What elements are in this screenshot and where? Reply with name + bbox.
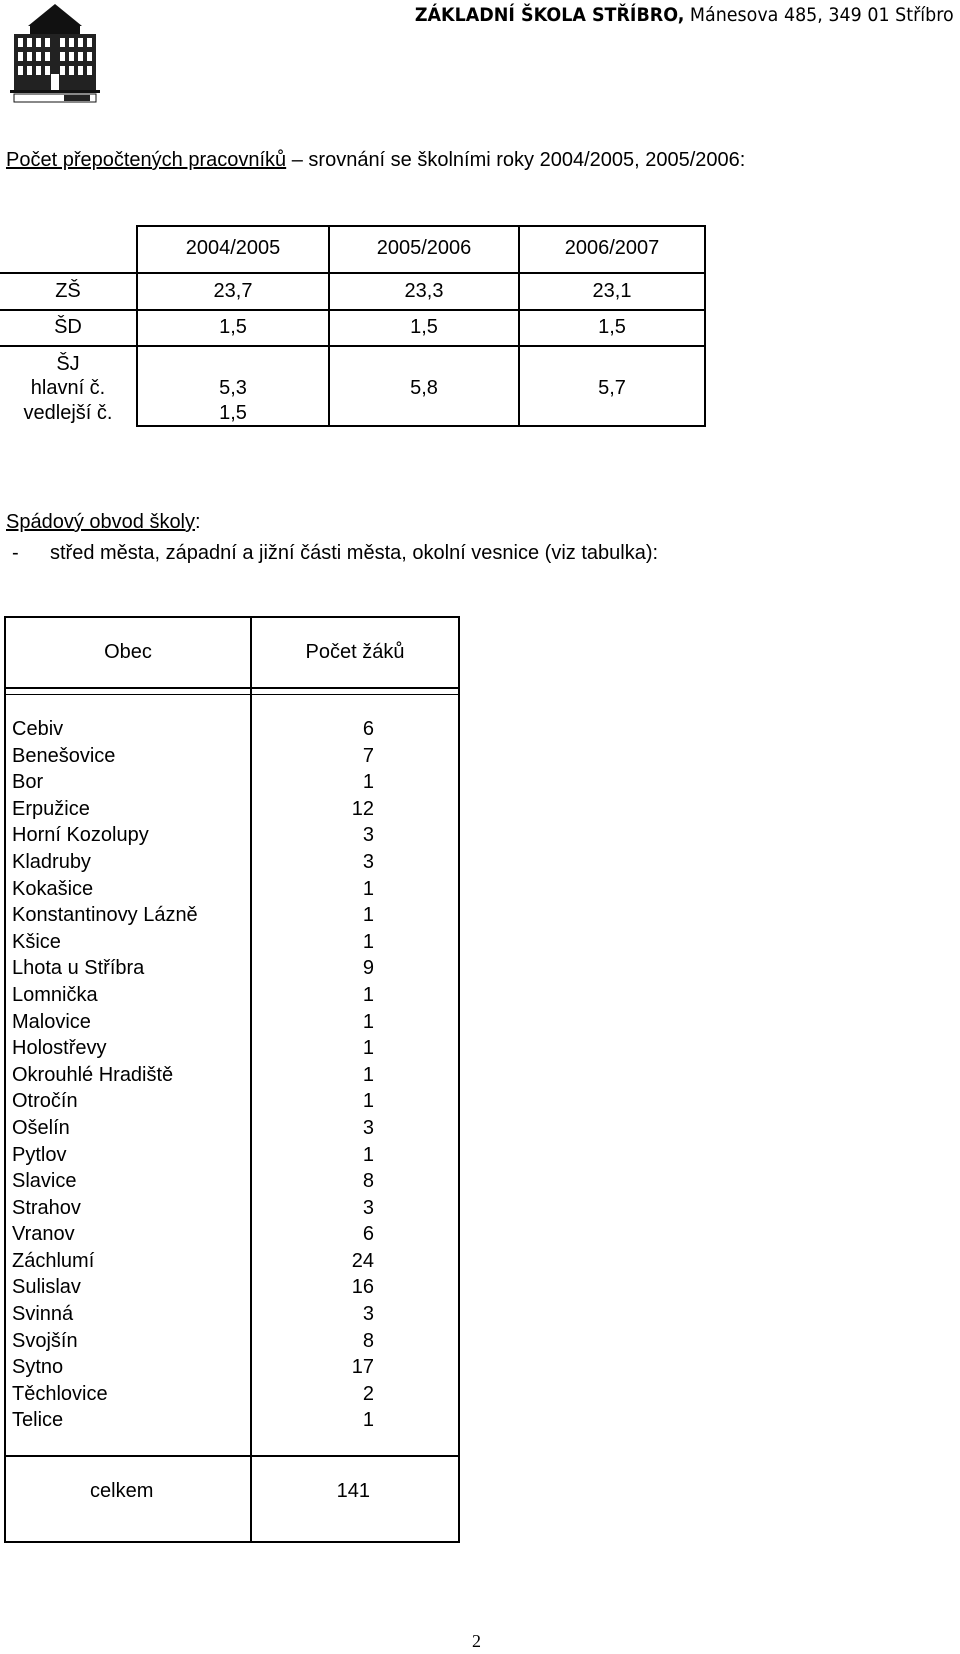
pupil-count: 1 xyxy=(362,877,374,900)
pupil-count: 3 xyxy=(362,1116,374,1139)
school-name: ZÁKLADNÍ ŠKOLA STŘÍBRO, xyxy=(415,4,685,26)
zs-value-1: 23,7 xyxy=(213,280,253,302)
table-row xyxy=(12,876,452,903)
village-name: Erpužice xyxy=(12,797,90,820)
total-value: 141 xyxy=(336,1480,370,1502)
pupil-count: 3 xyxy=(362,850,374,873)
sd-value-3: 1,5 xyxy=(598,316,626,338)
pupil-count: 6 xyxy=(362,718,374,740)
pupil-count: 1 xyxy=(362,904,374,927)
village-name: Slavice xyxy=(12,1170,77,1193)
table-row xyxy=(12,1009,452,1036)
catchment-heading-rest: : xyxy=(195,511,201,533)
table-row xyxy=(12,902,452,929)
total-label: celkem xyxy=(90,1480,154,1502)
village-name: Kokašice xyxy=(12,877,94,900)
table-row xyxy=(12,1195,452,1222)
catchment-bullet-text: střed města, západní a jižní části města, okolní vesnice (viz tabulka): xyxy=(50,542,659,564)
pupil-count: 1 xyxy=(362,1143,374,1166)
village-name: Kšice xyxy=(12,930,61,953)
village-name: Malovice xyxy=(12,1010,91,1033)
zs-value-3: 23,1 xyxy=(592,280,632,302)
village-name: Konstantinovy Lázně xyxy=(12,904,198,927)
pupil-rows xyxy=(12,716,452,1434)
table-row xyxy=(12,982,452,1009)
row-label-sj-main: hlavní č. xyxy=(30,377,106,399)
catchment-bullet xyxy=(12,540,658,566)
village-name: Ošelín xyxy=(12,1116,70,1139)
table-row xyxy=(12,955,452,982)
village-name: Bor xyxy=(12,771,44,794)
pupil-count: 1 xyxy=(362,983,374,1006)
table-row xyxy=(12,1381,452,1408)
pupil-count: 3 xyxy=(362,1303,374,1326)
village-name: Sulislav xyxy=(12,1276,81,1299)
table-row xyxy=(12,796,452,823)
pupil-count: 1 xyxy=(362,1090,374,1113)
table-row xyxy=(12,1328,452,1355)
school-logo xyxy=(10,2,100,104)
village-name: Sytno xyxy=(12,1356,64,1379)
bullet-dash: - xyxy=(12,542,19,564)
table-row xyxy=(12,849,452,876)
col-header-count: Počet žáků xyxy=(305,641,405,663)
table-row xyxy=(12,822,452,849)
table-row xyxy=(12,716,452,743)
table-row xyxy=(12,1062,452,1089)
village-name: Vranov xyxy=(12,1223,75,1246)
year-col-1: 2004/2005 xyxy=(185,237,281,259)
pupil-count: 1 xyxy=(362,771,374,794)
village-name: Holostřevy xyxy=(12,1037,107,1060)
table-row xyxy=(12,1035,452,1062)
row-label-zs: ZŠ xyxy=(55,280,81,302)
table-row xyxy=(12,769,452,796)
pupil-count: 3 xyxy=(362,824,374,847)
table-row xyxy=(12,1088,452,1115)
pupil-count: 1 xyxy=(362,1063,374,1086)
sd-value-1: 1,5 xyxy=(219,316,247,338)
village-name: Lomnička xyxy=(12,983,98,1006)
pupil-count: 8 xyxy=(362,1329,374,1352)
table-row xyxy=(12,1248,452,1275)
pupil-count: 1 xyxy=(362,1409,374,1432)
village-name: Telice xyxy=(12,1409,64,1432)
table-row xyxy=(12,1168,452,1195)
zs-value-2: 23,3 xyxy=(404,280,444,302)
village-name: Strahov xyxy=(12,1196,81,1219)
year-col-2: 2005/2006 xyxy=(376,237,472,259)
pupil-count: 1 xyxy=(362,930,374,953)
pupil-count: 16 xyxy=(351,1276,374,1299)
table-row xyxy=(12,743,452,770)
staff-table xyxy=(0,225,706,428)
table-row xyxy=(12,1301,452,1328)
staff-heading xyxy=(6,147,745,173)
sj-value-3: 5,7 xyxy=(598,377,626,399)
year-col-3: 2006/2007 xyxy=(564,237,660,259)
school-header xyxy=(415,2,954,28)
row-label-sd: ŠD xyxy=(54,316,82,338)
village-name: Těchlovice xyxy=(12,1382,108,1405)
col-header-village: Obec xyxy=(104,641,152,663)
staff-heading-rest: – srovnání se školními roky 2004/2005, 2005/2006: xyxy=(286,149,746,171)
pupil-count: 2 xyxy=(362,1382,374,1405)
pupil-count: 7 xyxy=(362,744,374,767)
pupil-count: 24 xyxy=(351,1249,374,1272)
page-number: 2 xyxy=(472,1631,481,1651)
pupil-count: 3 xyxy=(362,1196,374,1219)
village-name: Horní Kozolupy xyxy=(12,824,149,847)
sj-value-1-side: 1,5 xyxy=(219,402,247,424)
table-row xyxy=(12,1354,452,1381)
village-name: Okrouhlé Hradiště xyxy=(12,1063,174,1086)
row-label-sj-side: vedlejší č. xyxy=(23,402,113,424)
village-name: Cebiv xyxy=(12,718,64,740)
pupil-count: 1 xyxy=(362,1037,374,1060)
pupil-count: 17 xyxy=(351,1356,374,1379)
village-name: Svinná xyxy=(12,1303,74,1326)
table-row xyxy=(12,1115,452,1142)
row-label-sj: ŠJ xyxy=(56,353,80,375)
village-name: Kladruby xyxy=(12,850,91,873)
pupil-count: 8 xyxy=(362,1170,374,1193)
village-name: Otročín xyxy=(12,1090,78,1113)
sj-value-2: 5,8 xyxy=(410,377,438,399)
village-name: Záchlumí xyxy=(12,1249,95,1272)
pupils-table xyxy=(4,616,460,1543)
table-row xyxy=(12,1221,452,1248)
table-row xyxy=(12,929,452,956)
table-row xyxy=(12,1407,452,1434)
pupil-count: 6 xyxy=(362,1223,374,1246)
table-row xyxy=(12,1274,452,1301)
village-name: Pytlov xyxy=(12,1143,67,1166)
pupil-count: 1 xyxy=(362,1010,374,1033)
table-row xyxy=(12,1142,452,1169)
pupil-count: 12 xyxy=(351,797,374,820)
sj-value-1-main: 5,3 xyxy=(219,377,247,399)
village-name: Benešovice xyxy=(12,744,116,767)
village-name: Lhota u Stříbra xyxy=(12,957,145,980)
sd-value-2: 1,5 xyxy=(410,316,438,338)
staff-heading-underlined: Počet přepočtených pracovníků xyxy=(6,149,287,171)
catchment-heading-underlined: Spádový obvod školy xyxy=(6,511,196,533)
school-address: Mánesova 485, 349 01 Stříbro xyxy=(684,4,954,26)
pupil-count: 9 xyxy=(362,957,374,980)
catchment-heading xyxy=(6,509,201,535)
village-name: Svojšín xyxy=(12,1329,78,1352)
